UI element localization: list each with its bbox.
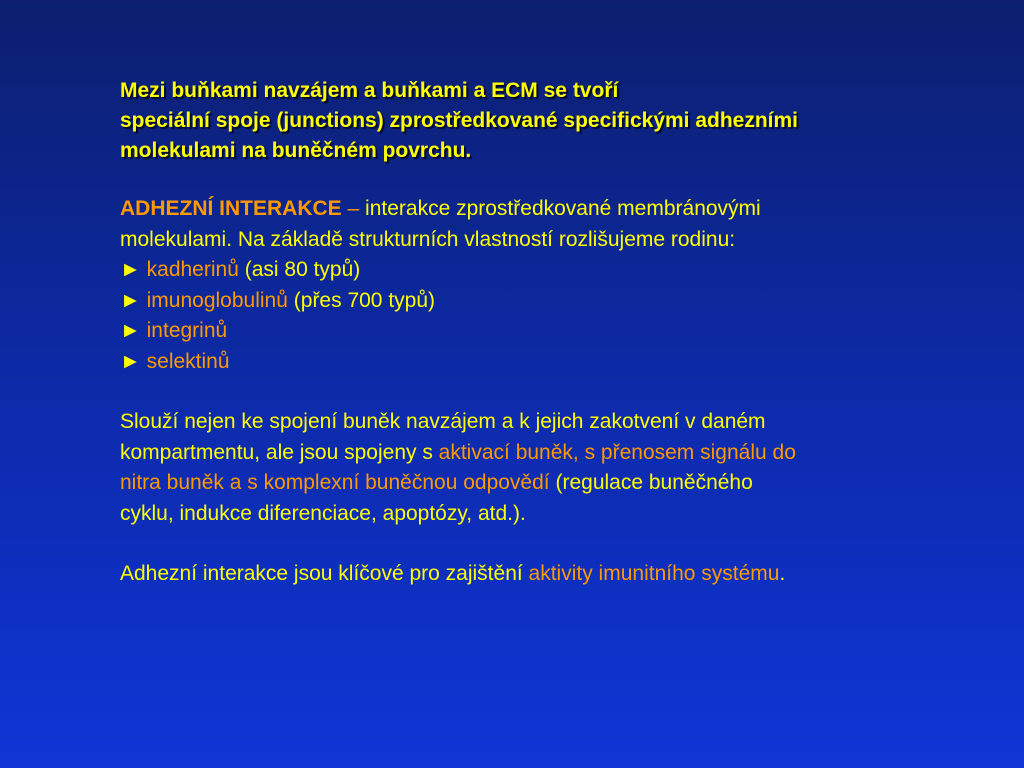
bullet-item-cadherins xyxy=(120,255,990,286)
intro-line-2: speciální spoje (junctions) zprostředkované specifickými adhezními xyxy=(120,109,799,132)
function-line-3-rest: (regulace buněčného xyxy=(549,471,753,494)
immune-end: . xyxy=(779,562,786,585)
immune-highlight: aktivity imunitního systému xyxy=(528,562,780,585)
intro-paragraph xyxy=(120,76,990,166)
adhesion-dash: – xyxy=(347,197,360,220)
intro-line-3: molekulami na buněčném povrchu. xyxy=(120,139,472,162)
bullet-name: imunoglobulinů xyxy=(146,288,288,312)
slide-content xyxy=(120,76,990,620)
bullet-arrow-icon: ► xyxy=(120,319,141,342)
bullet-arrow-icon: ► xyxy=(120,349,141,373)
bullet-item-selectins xyxy=(120,347,990,378)
function-line-3 xyxy=(120,468,990,499)
bullet-name: kadherinů xyxy=(146,258,239,281)
bullet-item-integrins xyxy=(120,316,990,347)
function-paragraph xyxy=(120,407,990,529)
adhesion-line-2: molekulami. Na základě strukturních vlastností rozlišujeme rodinu: xyxy=(120,227,736,251)
bullet-detail: (asi 80 typů) xyxy=(244,258,361,281)
adhesion-definition: interakce zprostředkované membránovými xyxy=(359,197,761,220)
adhesion-heading: ADHEZNÍ INTERAKCE xyxy=(120,197,342,220)
bullet-detail: (přes 700 typů) xyxy=(293,288,436,312)
intro-line-1: Mezi buňkami navzájem a buňkami a ECM se tvoří xyxy=(120,79,619,102)
immune-start: Adhezní interakce jsou klíčové pro zajištění xyxy=(120,562,529,585)
function-highlight-response: nitra buněk a s komplexní buněčnou odpovědí xyxy=(120,471,550,494)
function-line-4: cyklu, indukce diferenciace, apoptózy, atd.). xyxy=(120,501,526,525)
bullet-arrow-icon: ► xyxy=(120,258,141,281)
bullet-name: selektinů xyxy=(146,349,230,373)
function-line-2 xyxy=(120,438,990,469)
adhesion-line-1 xyxy=(120,194,990,225)
bullet-item-immunoglobulins xyxy=(120,286,990,317)
immune-paragraph xyxy=(120,559,990,590)
function-line-2-start: kompartmentu, ale jsou spojeny s xyxy=(120,440,439,464)
adhesion-paragraph xyxy=(120,194,990,377)
bullet-arrow-icon: ► xyxy=(120,288,141,312)
immune-line xyxy=(120,559,990,590)
function-highlight-activation: aktivací buněk, s přenosem signálu do xyxy=(438,440,796,464)
bullet-name: integrinů xyxy=(146,319,228,342)
function-line-1: Slouží nejen ke spojení buněk navzájem a k jejich zakotvení v daném xyxy=(120,410,766,433)
